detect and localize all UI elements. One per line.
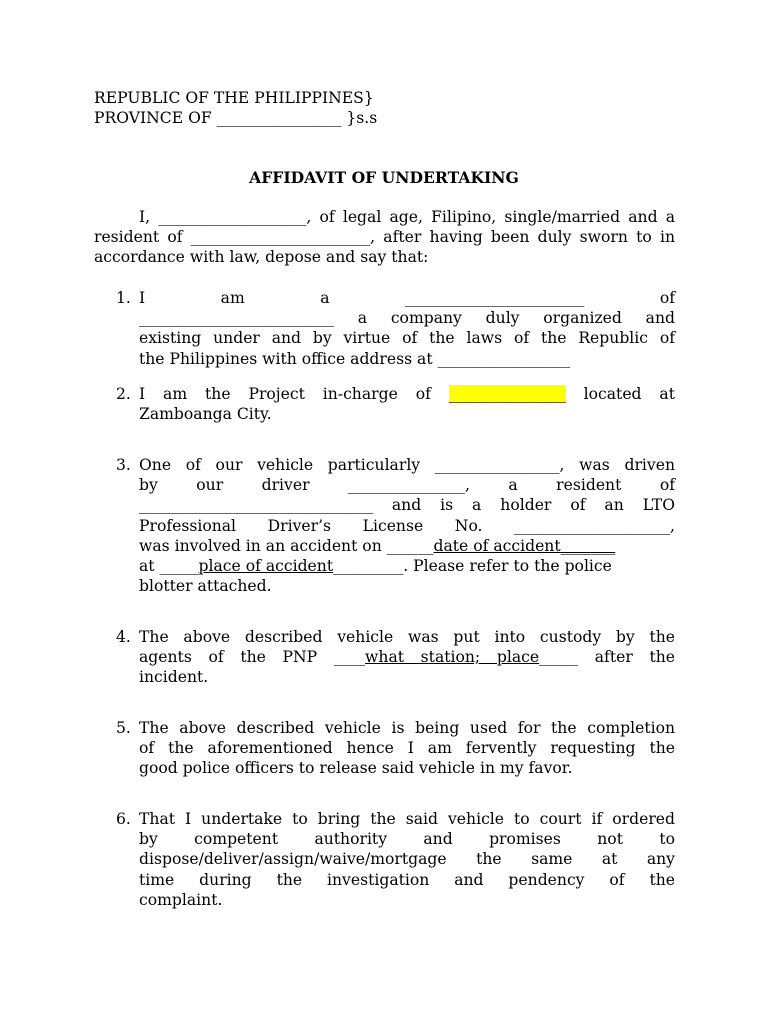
item-5-line-1: The above described vehicle is being used for the completion — [139, 719, 675, 737]
item-2-text-post: located at — [583, 385, 675, 403]
item-2-line-1 — [139, 384, 675, 404]
item-4-line-2 — [139, 647, 675, 667]
item-3-line-5 — [139, 536, 675, 556]
province-line: PROVINCE OF ________________ }s.s — [94, 109, 378, 127]
item-6-line-5: complaint. — [139, 890, 223, 909]
item-3-line-4: Professional Driver’s License No. ____________________, — [139, 516, 675, 535]
list-item-1 — [116, 288, 675, 369]
police-text: _________. Please refer to the police — [333, 557, 612, 576]
item-number: 3. — [116, 456, 131, 474]
item-1-line-3: existing under and by virtue of the laws of the Republic of — [139, 329, 675, 348]
item-3-line-1: One of our vehicle particularly ________________, was driven — [139, 456, 675, 474]
item-number: 6. — [116, 810, 131, 828]
station-place-field: what station; place — [365, 648, 540, 667]
list-item-6 — [116, 809, 675, 910]
highlighted-blank: _______________ — [448, 385, 566, 403]
list-item-3 — [116, 455, 675, 596]
pnp-text: agents of the PNP ____ — [139, 648, 366, 667]
item-1-line-2: _________________________ a company duly organized and — [139, 309, 675, 328]
item-6-line-3: dispose/deliver/assign/waive/mortgage the same at any — [139, 850, 675, 869]
date-of-accident-field: date of accident — [433, 536, 561, 555]
list-item-2 — [116, 384, 675, 424]
item-3-line-6 — [139, 556, 675, 576]
item-5-line-2: of the aforementioned hence I am fervently requesting the — [139, 739, 675, 758]
after-text: _____ after the — [539, 648, 675, 667]
item-5-line-3: good police officers to release said vehicle in my favor. — [139, 759, 573, 778]
item-6-line-2: by competent authority and promises not to — [139, 830, 675, 849]
intro-paragraph: I, ___________________, of legal age, Filipino, single/married and a resident of _______________________, after having been duly sworn to in accordance with law, depose and say that: — [94, 208, 675, 267]
item-2-text: I am the Project in-charge of — [139, 385, 431, 403]
item-number: 5. — [116, 719, 131, 737]
item-1-line-1: I am a _______________________ of — [139, 289, 675, 307]
list-item-5 — [116, 718, 675, 779]
republic-line: REPUBLIC OF THE PHILIPPINES} — [94, 89, 374, 107]
item-3-line-7: blotter attached. — [139, 577, 272, 596]
item-number: 4. — [116, 628, 131, 646]
venue-header — [94, 88, 654, 128]
item-number: 1. — [116, 289, 131, 307]
accident-text: was involved in an accident on ______ — [139, 536, 434, 555]
document-title: AFFIDAVIT OF UNDERTAKING — [249, 168, 519, 187]
item-number: 2. — [116, 385, 131, 403]
item-3-line-3: ______________________________ and is a holder of an LTO — [139, 496, 675, 515]
item-1-line-4: the Philippines with office address at _________________ — [139, 349, 571, 368]
item-3-line-2: by our driver _______________, a resident of — [139, 476, 675, 495]
date-blank: _______ — [560, 536, 616, 555]
item-6-line-4: time during the investigation and pendency of the — [139, 870, 675, 889]
place-of-accident-field: place of accident — [198, 557, 334, 576]
item-6-line-1: That I undertake to bring the said vehicle to court if ordered — [139, 810, 675, 828]
at-text: at _____ — [139, 557, 199, 576]
list-item-4 — [116, 627, 675, 688]
item-4-line-1: The above described vehicle was put into custody by the — [139, 628, 675, 646]
item-2-line-2: Zamboanga City. — [139, 405, 272, 424]
item-4-line-3: incident. — [139, 668, 209, 687]
